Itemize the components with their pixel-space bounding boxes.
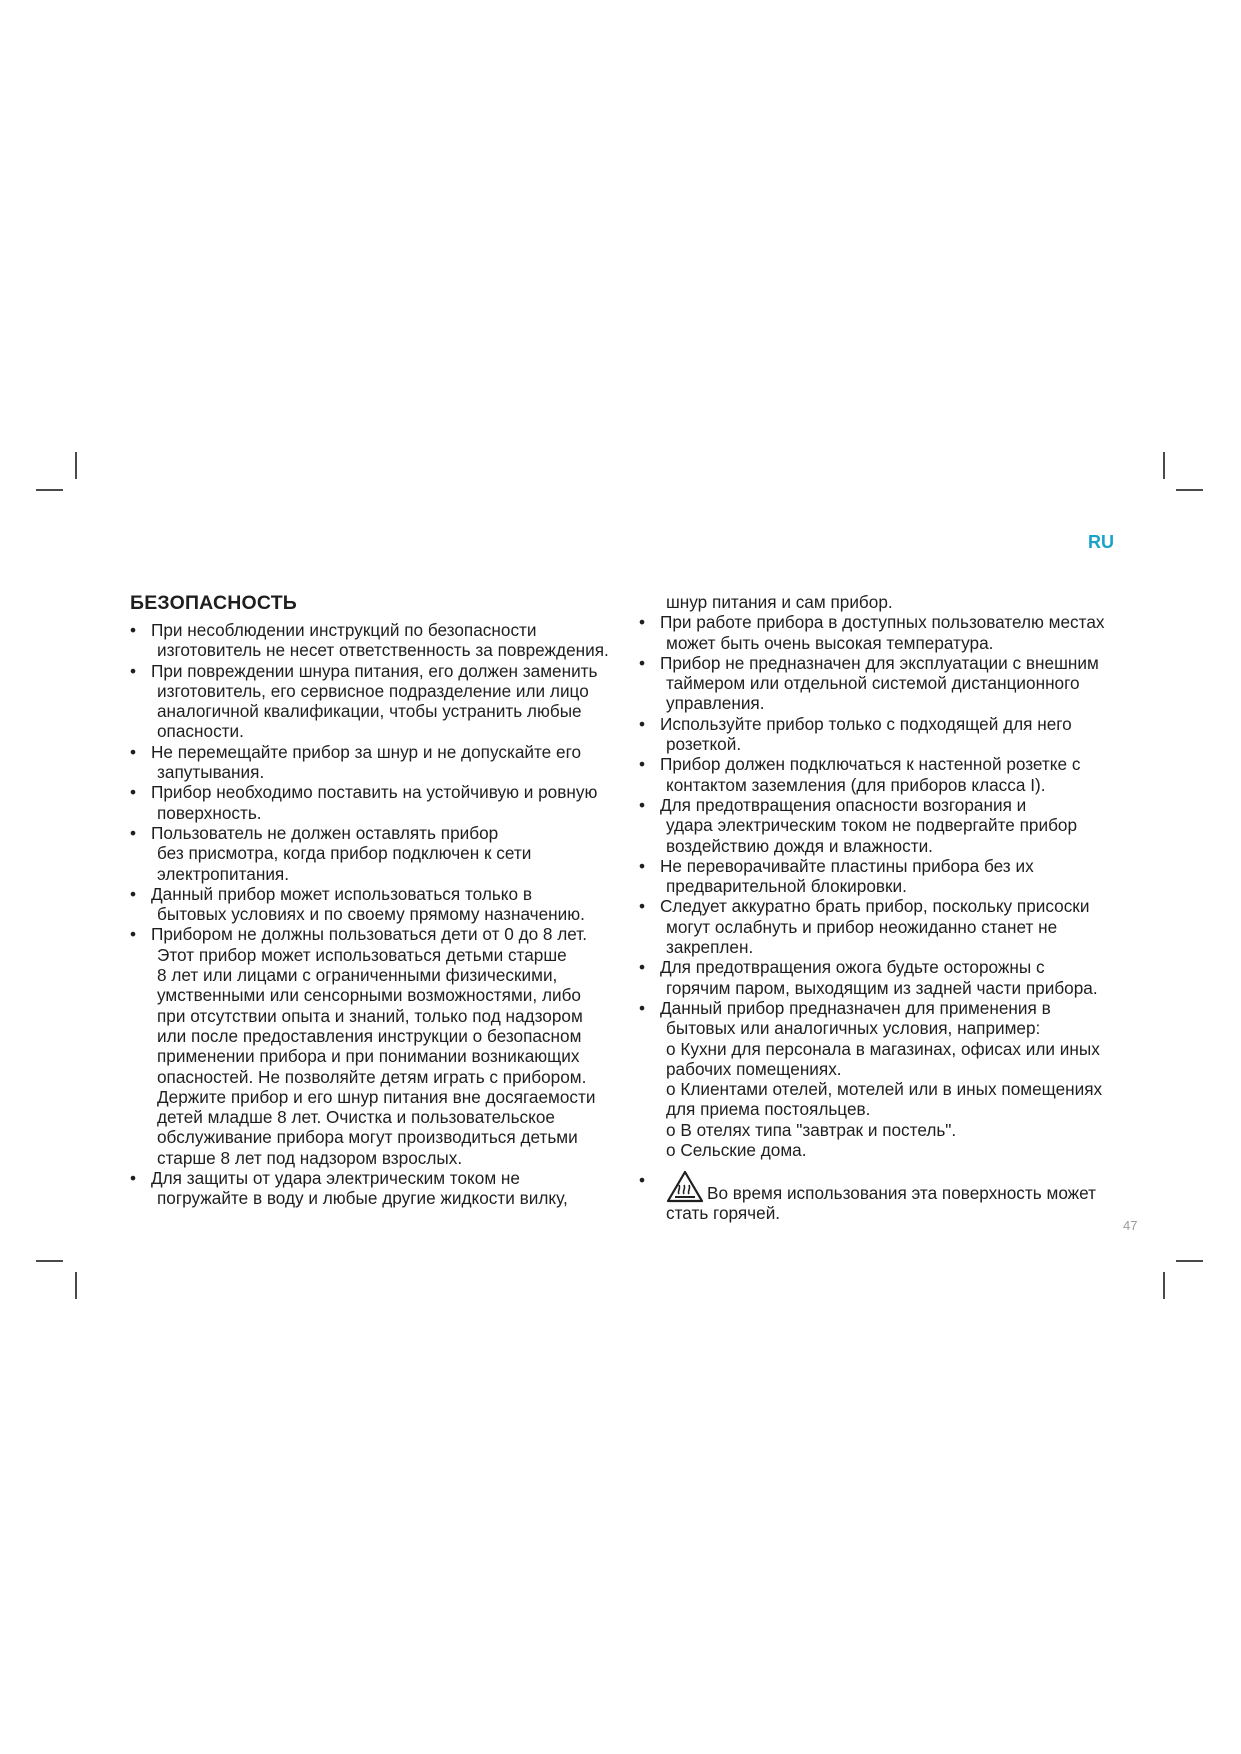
list-item-line: • Следует аккуратно брать прибор, поскольку присоски: [660, 896, 1090, 917]
list-item-line: при отсутствии опыта и знаний, только под надзором: [157, 1005, 583, 1026]
list-item-line: детей младше 8 лет. Очистка и пользовательское: [157, 1107, 555, 1128]
list-item-line: электропитания.: [157, 863, 290, 884]
right-column: [636, 592, 1126, 1224]
list-item-line: контактом заземления (для приборов класса I).: [666, 774, 1046, 795]
crop-mark: [1163, 1272, 1165, 1299]
list-item-line: изготовитель, его сервисное подразделение или лицо: [157, 680, 589, 701]
page-number: 47: [1123, 1218, 1138, 1233]
crop-mark: [36, 489, 63, 491]
list-item: [636, 896, 1126, 957]
list-item-line: 8 лет или лицами с ограниченными физическими,: [157, 965, 558, 986]
list-item: [127, 924, 617, 1168]
list-item-line: может быть очень высокая температура.: [666, 632, 994, 653]
list-item: [636, 795, 1126, 856]
list-item-line: • При повреждении шнура питания, его должен заменить: [151, 660, 598, 681]
warning-list: [636, 1170, 1126, 1223]
crop-mark: [36, 1260, 63, 1262]
left-column: [127, 592, 617, 1209]
list-item-line: • Прибор необходимо поставить на устойчивую и ровную: [151, 782, 598, 803]
list-item-line: умственными или сенсорными возможностями, либо: [157, 985, 581, 1006]
list-item-line: о Сельские дома.: [666, 1140, 807, 1161]
list-item: [127, 742, 617, 783]
list-item: [636, 754, 1126, 795]
list-item-line: для приема постояльцев.: [666, 1099, 871, 1120]
list-item-line: бытовых или аналогичных условия, например:: [666, 1018, 1041, 1039]
list-item-line: о Клиентами отелей, мотелей или в иных помещениях: [666, 1079, 1103, 1100]
list-item-line: • Для предотвращения опасности возгорания и: [660, 794, 1027, 815]
list-item-line: • Данный прибор может использоваться только в: [151, 883, 532, 904]
list-item: [636, 856, 1126, 897]
list-item-line: погружайте в воду и любые другие жидкости вилку,: [157, 1188, 568, 1209]
section-title: БЕЗОПАСНОСТЬ: [130, 592, 298, 614]
warning-item: [636, 1170, 1126, 1223]
list-item-line: • Прибором не должны пользоваться дети от 0 до 8 лет.: [151, 924, 588, 945]
list-item-line: • Для предотвращения ожога будьте осторожны с: [660, 957, 1045, 978]
list-item-line: удара электрическим током не подвергайте прибор: [666, 815, 1078, 836]
language-code: RU: [1088, 532, 1114, 552]
list-item-line: изготовитель не несет ответственность за повреждения.: [157, 640, 609, 661]
list-item: [127, 884, 617, 925]
list-item-line: таймером или отдельной системой дистанционного: [666, 673, 1080, 694]
warning-text: стать горячей.: [666, 1203, 781, 1224]
list-item: [636, 653, 1126, 714]
list-item-line: горячим паром, выходящим из задней части прибора.: [666, 977, 1098, 998]
list-item-line: рабочих помещениях.: [666, 1058, 842, 1079]
crop-mark: [1176, 489, 1203, 491]
list-item-line: • Пользователь не должен оставлять прибор: [151, 822, 499, 843]
list-item-line: • Не переворачивайте пластины прибора без их: [660, 855, 1034, 876]
safety-list: [127, 620, 617, 1209]
list-item: [636, 957, 1126, 998]
list-item-line: могут ослабнуть и прибор неожиданно станет не: [666, 916, 1058, 937]
list-item-line: • Не перемещайте прибор за шнур и не допускайте его: [151, 741, 582, 762]
crop-mark: [1176, 1260, 1203, 1262]
list-item-line: • Прибор не предназначен для эксплуатации с внешним: [660, 652, 1099, 673]
list-item: [127, 1168, 617, 1209]
list-item: [636, 714, 1126, 755]
list-item-line: • Используйте прибор только с подходящей для него: [660, 713, 1072, 734]
list-item-line: • При работе прибора в доступных пользователю местах: [660, 612, 1105, 633]
list-item-line: без присмотра, когда прибор подключен к сети: [157, 843, 532, 864]
list-item-line: опасностей. Не позволяйте детям играть с прибором.: [157, 1066, 587, 1087]
list-item-line: или после предоставления инструкции о безопасном: [157, 1025, 582, 1046]
list-item-line: • Для защиты от удара электрическим током не: [151, 1168, 520, 1189]
list-item: [127, 620, 617, 661]
list-item-line: аналогичной квалификации, чтобы устранить любые: [157, 701, 582, 722]
warning-text: • Во время использования эта поверхность может: [707, 1183, 1097, 1204]
list-item-line: • Данный прибор предназначен для применения в: [660, 997, 1051, 1018]
list-item: [127, 661, 617, 742]
list-item-line: закреплен.: [666, 937, 754, 958]
list-item-line: • Прибор должен подключаться к настенной розетке с: [660, 754, 1081, 775]
hot-surface-warning-icon: [666, 1170, 704, 1203]
list-item-line: бытовых условиях и по своему прямому назначению.: [157, 904, 585, 925]
list-item-line: о В отелях типа "завтрак и постель".: [666, 1119, 957, 1140]
list-item-line: обслуживание прибора могут производиться детьми: [157, 1127, 578, 1148]
list-item-line: розеткой.: [666, 734, 742, 755]
list-item-line: поверхность.: [157, 802, 262, 823]
crop-mark: [1163, 452, 1165, 479]
continuation-text: шнур питания и сам прибор.: [666, 592, 893, 612]
list-item-line: применении прибора и при понимании возникающих: [157, 1046, 580, 1067]
safety-list: [636, 612, 1126, 1160]
list-item-line: управления.: [666, 693, 765, 714]
list-item-line: воздействию дождя и влажности.: [666, 835, 933, 856]
list-item-line: запутывания.: [157, 762, 265, 783]
list-item-line: Держите прибор и его шнур питания вне досягаемости: [157, 1086, 596, 1107]
list-item: [127, 782, 617, 823]
list-item-line: • При несоблюдении инструкций по безопасности: [151, 620, 537, 640]
list-item: [636, 612, 1126, 653]
list-item-line: старше 8 лет под надзором взрослых.: [157, 1147, 463, 1168]
crop-mark: [75, 1272, 77, 1299]
list-item-line: предварительной блокировки.: [666, 876, 907, 897]
list-item: [127, 823, 617, 884]
list-item-line: Этот прибор может использоваться детьми старше: [157, 944, 567, 965]
list-item: [636, 998, 1126, 1160]
list-item-line: опасности.: [157, 721, 244, 742]
crop-mark: [75, 452, 77, 479]
list-item-line: о Кухни для персонала в магазинах, офисах или иных: [666, 1038, 1100, 1059]
